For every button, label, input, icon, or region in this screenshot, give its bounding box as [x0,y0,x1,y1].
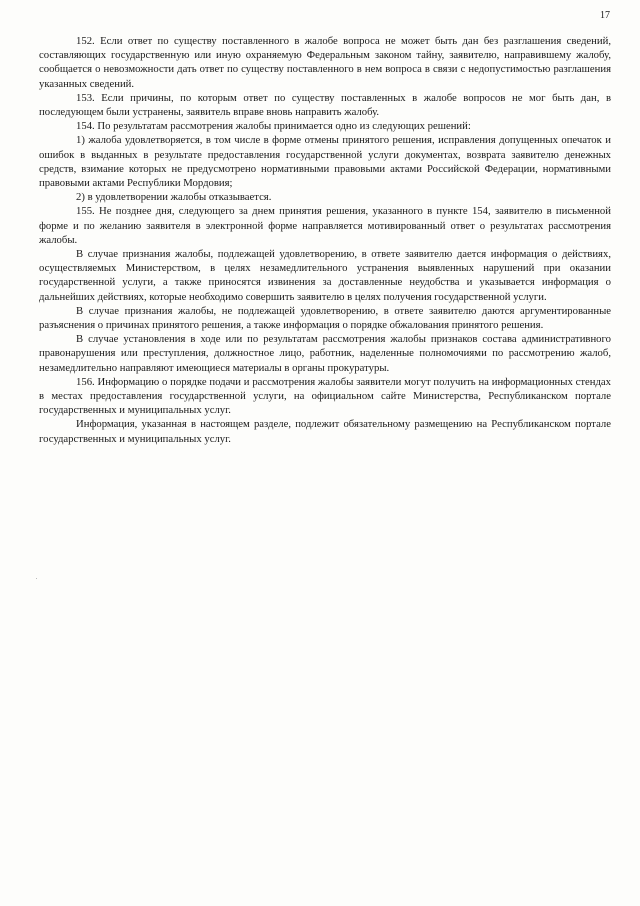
paragraph-156: 156. Информацию о порядке подачи и рассмотрения жалобы заявители могут получить на информационных стендах в местах предоставления государственной услуги, на официальном сайте Министерства, Республиканском портале государственных и муниципальных услуг. [39,375,611,417]
paragraph-152: 152. Если ответ по существу поставленного в жалобе вопроса не может быть дан без разглашения сведений, составляющих государственную или иную охраняемую Федеральным законом тайну, заявителю, направившему жалобу, сообщается о невозможности дать ответ по существу поставленного в нем вопроса в связи с недопустимостью разглашения указанных сведений. [39,35,611,90]
paragraph-155: 155. Не позднее дня, следующего за днем принятия решения, указанного в пункте 154, заявителю в письменной форме и по желанию заявителя в электронной форме направляется мотивированный ответ о результатах рассмотрения жалобы. [39,205,611,246]
page-number: 17 [600,10,610,21]
paragraph-153: 153. Если причины, по которым ответ по существу поставленных в жалобе вопросов не мог быть дан, в последующем были устранены, заявитель вправе вновь направить жалобу. [39,91,611,119]
paragraph-154: 154. По результатам рассмотрения жалобы принимается одно из следующих решений: [76,120,471,133]
scan-artifact [36,578,37,579]
document-body [39,34,611,446]
paragraph-154-item-2: 2) в удовлетворении жалобы отказывается. [76,191,272,204]
paragraph-155-rejected: В случае признания жалобы, не подлежащей удовлетворению, в ответе заявителю даются аргументированные разъяснения о причинах принятого решения, а также информация о порядке обжалования принятого решения. [39,304,611,332]
paragraph-154-item-1: 1) жалоба удовлетворяется, в том числе в форме отмены принятого решения, исправления допущенных опечаток и ошибок в выданных в результате предоставления государственной услуги документах, возврата заявителю денежных средств, взимание которых не предусмотрено нормативными правовыми актами Российской Федерации, нормативными правовыми актами Республики Мордовия; [39,134,611,190]
paragraph-155-satisfied: В случае признания жалобы, подлежащей удовлетворению, в ответе заявителю дается информация о действиях, осуществляемых Министерством, в целях незамедлительного устранения выявленных нарушений при оказании государственной услуги, а также приносятся извинения за доставленные неудобства и указывается информация о дальнейших действиях, которые необходимо совершить заявителю в целях получения государственной услуги. [39,248,611,303]
paragraph-155-violation: В случае установления в ходе или по результатам рассмотрения жалобы признаков состава административного правонарушения или преступления, должностное лицо, работник, наделенные полномочиями по рассмотрению жалоб, незамедлительно направляют имеющиеся материалы в органы прокуратуры. [39,333,611,374]
paragraph-156-publication: Информация, указанная в настоящем разделе, подлежит обязательному размещению на Республиканском портале государственных и муниципальных услуг. [39,418,611,445]
